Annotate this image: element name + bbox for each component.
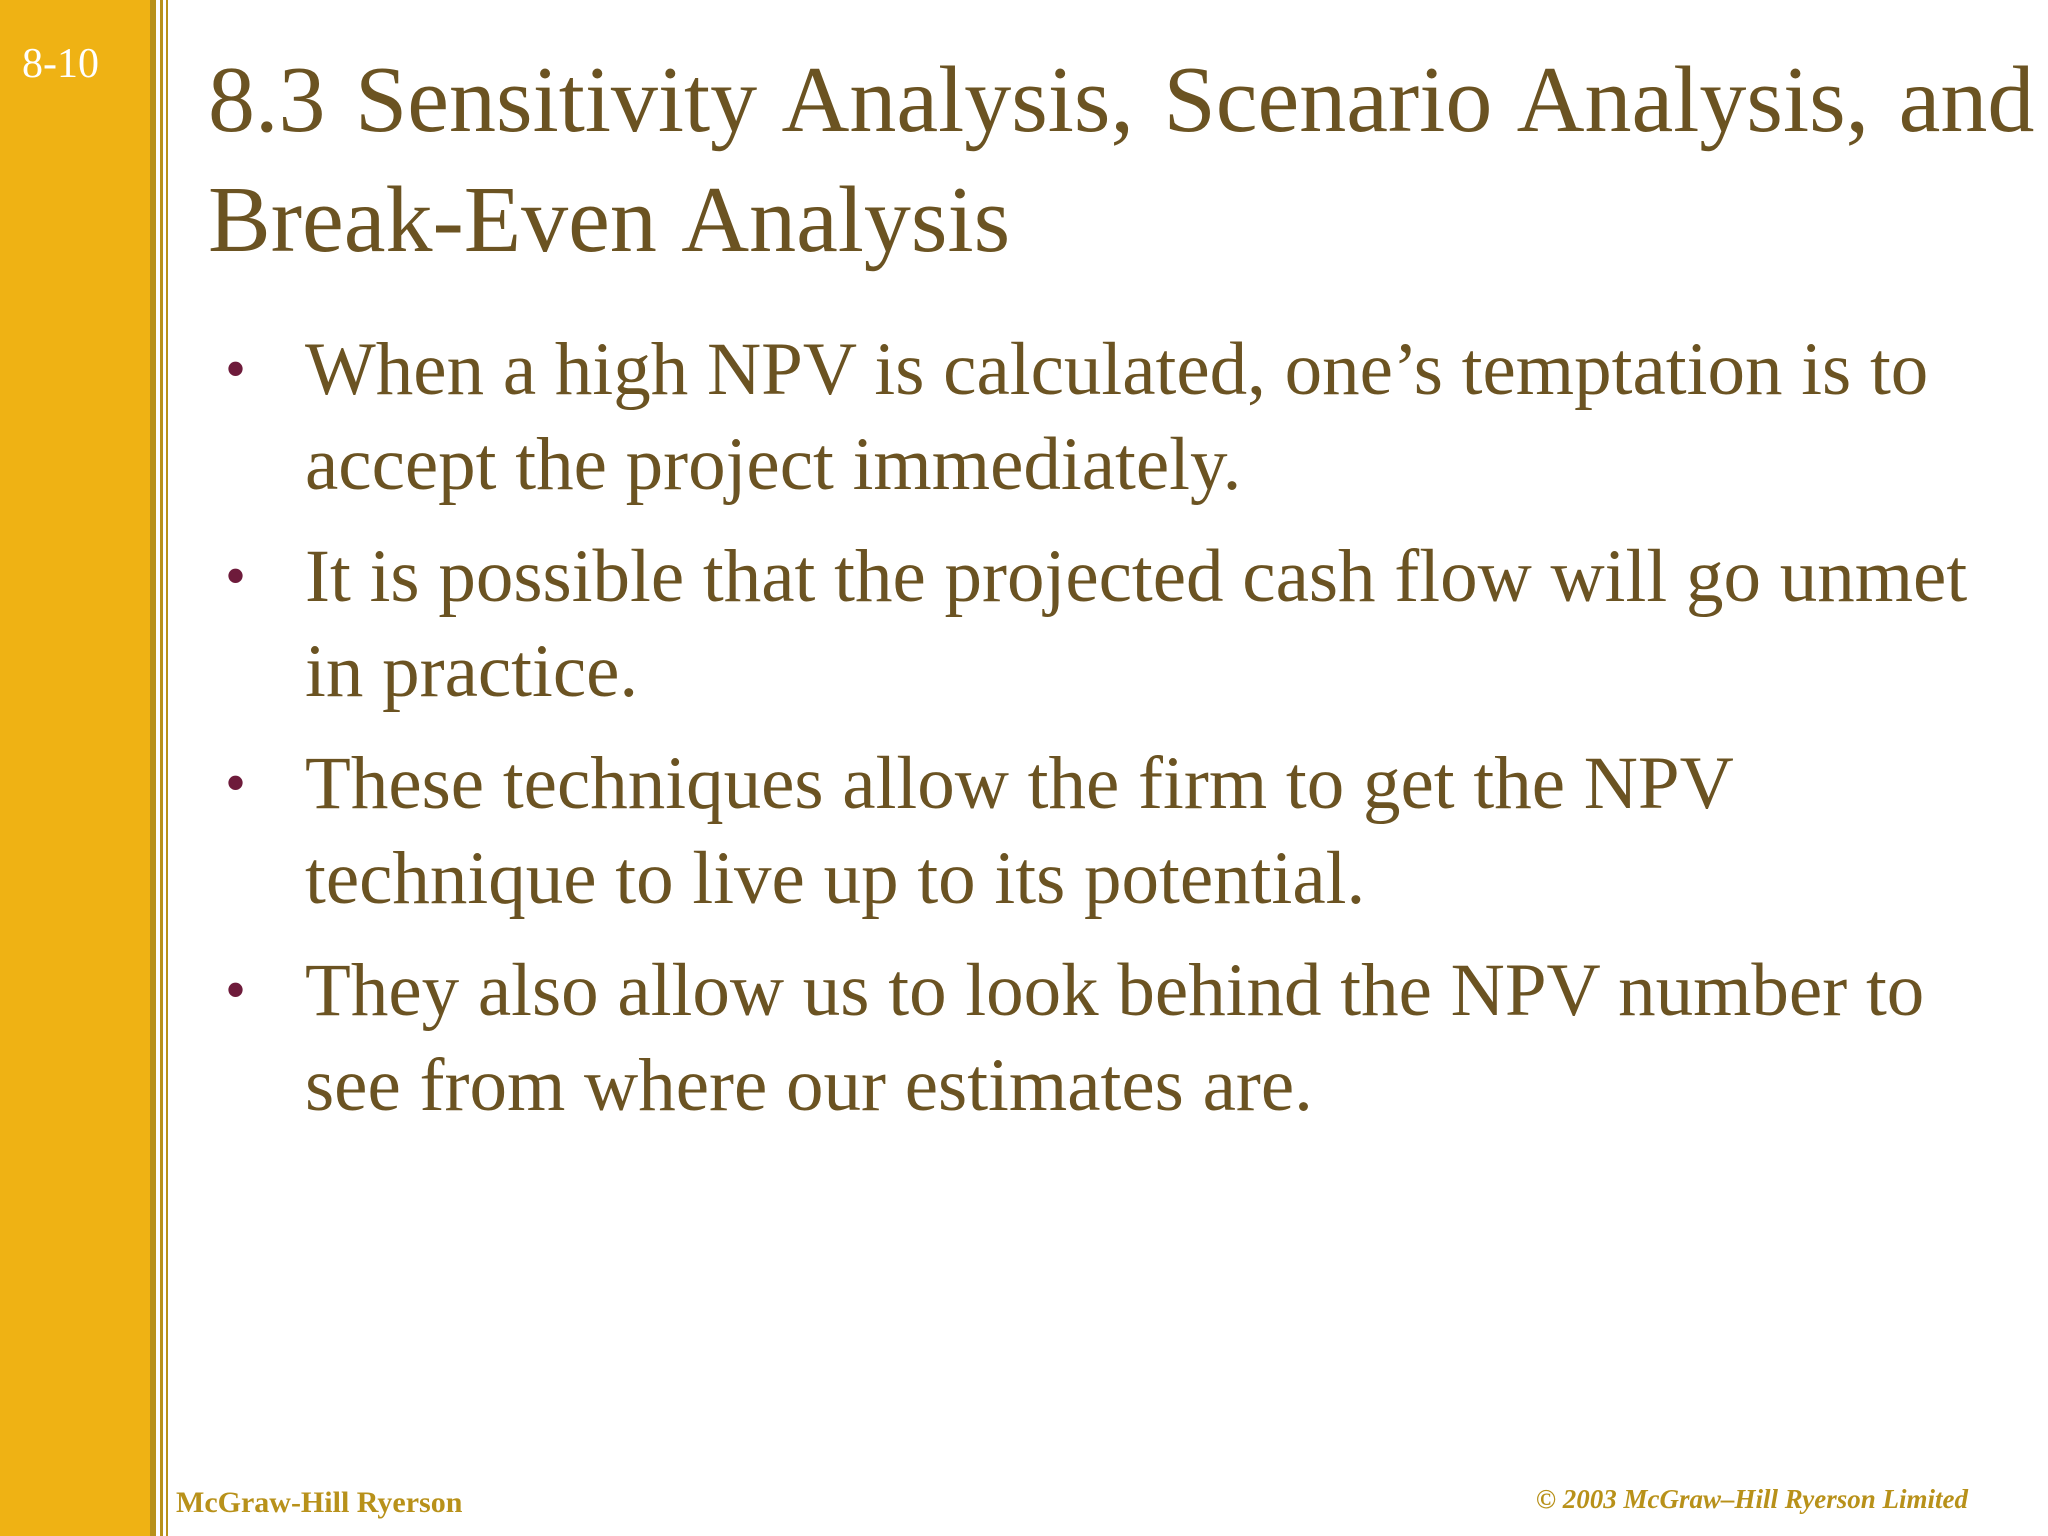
bullet-icon: • (225, 336, 247, 402)
bullet-list (225, 322, 2005, 1150)
slide-number: 8-10 (22, 41, 99, 87)
footer-publisher: McGraw-Hill Ryerson (176, 1486, 463, 1519)
bullet-text: It is possible that the projected cash flow will go unmet in practice. (305, 535, 1968, 713)
bullet-icon: • (225, 543, 247, 609)
slide-title: 8.3 Sensitivity Analysis, Scenario Analysis, and Break-Even Analysis (208, 48, 2035, 272)
bullet-item (225, 322, 2005, 512)
bullet-text: These techniques allow the firm to get the NPV technique to live up to its potential. (305, 742, 1733, 920)
bullet-text: They also allow us to look behind the NPV number to see from where our estimates are. (305, 949, 1925, 1127)
bullet-icon: • (225, 957, 247, 1023)
divider-line (150, 0, 156, 1536)
bullet-text: When a high NPV is calculated, one’s temptation is to accept the project immediately. (305, 328, 1929, 506)
bullet-item (225, 529, 2005, 719)
divider-line (160, 0, 163, 1536)
footer-copyright: © 2003 McGraw–Hill Ryerson Limited (1535, 1484, 1968, 1514)
bullet-icon: • (225, 750, 247, 816)
bullet-item (225, 736, 2005, 926)
sidebar-band (0, 0, 150, 1536)
divider-line (166, 0, 168, 1536)
bullet-item (225, 943, 2005, 1133)
